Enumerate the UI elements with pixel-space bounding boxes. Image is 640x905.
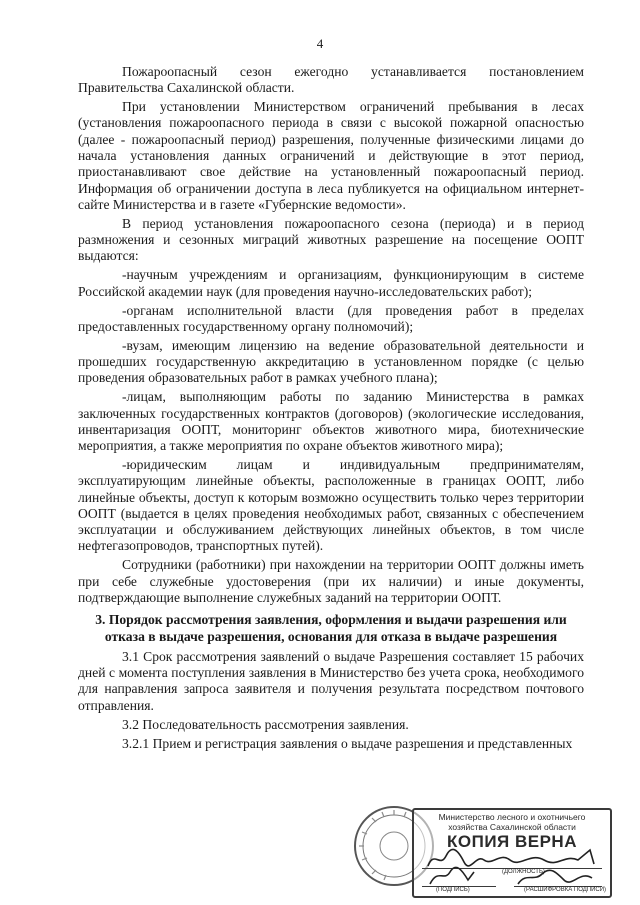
section-heading: 3. Порядок рассмотрения заявления, оформления и выдачи разрешения или отказа в выдаче разрешения, основания для отказа в выдаче разрешения: [95, 612, 567, 644]
paragraph-permit-issuance: В период установления пожароопасного сезона (периода) и в период размножения и сезонных миграций животных разрешение на посещение ООПТ выдаются:: [78, 215, 584, 264]
handwritten-signature: [414, 810, 610, 896]
document-body: [78, 64, 584, 754]
paragraph-3-2: 3.2 Последовательность рассмотрения заявления.: [122, 716, 409, 732]
page-number: 4: [316, 36, 324, 51]
stamp-title: КОПИЯ ВЕРНА: [447, 832, 577, 851]
decoding-caption: (РАСШИФРОВКА ПОДПИСИ): [524, 887, 607, 893]
certified-copy-stamp: [412, 808, 612, 898]
list-item-authorities: -органам исполнительной власти (для проведения работ в пределах предоставленных государственному органу полномочий);: [78, 302, 584, 334]
signature-caption: (ПОДПИСЬ): [436, 887, 470, 893]
paragraph-forest-restrictions: При установлении Министерством ограничений пребывания в лесах (установления пожароопасного периода в связи с высокой пожарной опасностью (далее - пожароопасный период) разрешения, полученные физическими лицами до начала установления данных ограничений и действующие в этот период, приостанавливают свое действие на установленный пожароопасный период. Информация об ограничении доступа в леса публикуется на официальном интернет-сайте Министерства и в газете «Губернские ведомости».: [78, 99, 584, 212]
paragraph-employees: Сотрудники (работники) при нахождении на территории ООПТ должны иметь при себе служебные удостоверения (при их наличии) и иные документы, подтверждающие выполнение служебных заданий на территории ООПТ.: [78, 557, 584, 605]
list-item-linear-objects: -юридическим лицам и индивидуальным предпринимателям, эксплуатирующим линейные объекты, расположенные в границах ООПТ, либо линейные объекты, доступ к которым возможно осуществить только через территории ООПТ (выдается в целях проведения необходимых работ, связанных с обеспечением эксплуатации и обслуживанием действующих линейных объектов, в том числе нефтегазопроводов, транспортных путей).: [78, 456, 584, 554]
stamp-organization: Министерство лесного и охотничьего хозяйства Сахалинской области: [438, 812, 586, 832]
list-item-universities: -вузам, имеющим лицензию на ведение образовательной деятельности и прошедших государственную аккредитацию в установленном порядке (с целью проведения образовательных работ в рамках учебного плана);: [78, 337, 584, 386]
position-caption: (ДОЛЖНОСТЬ): [502, 869, 545, 875]
list-item-contractors: -лицам, выполняющим работы по заданию Министерства в рамках заключенных государственных контрактов (договоров) (экологические исследования, инвентаризация ООПТ, мониторинг объектов животного мира, биотехнические мероприятия, а также мероприятия по охране объектов животного мира);: [78, 389, 584, 454]
paragraph-3-1: 3.1 Срок рассмотрения заявлений о выдаче Разрешения составляет 15 рабочих дней с момента поступления заявления в Министерство без учета срока, необходимого для направления запроса заявителя и получения результата посредством почтового отправления.: [78, 648, 584, 713]
paragraph-fire-season: Пожароопасный сезон ежегодно устанавливается постановлением Правительства Сахалинской области.: [78, 64, 584, 96]
list-item-science: -научным учреждениям и организациям, функционирующим в системе Российской академии наук (для проведения научно-исследовательских работ);: [78, 267, 584, 299]
paragraph-3-2-1: 3.2.1 Прием и регистрация заявления о выдаче разрешения и представленных: [122, 735, 573, 751]
